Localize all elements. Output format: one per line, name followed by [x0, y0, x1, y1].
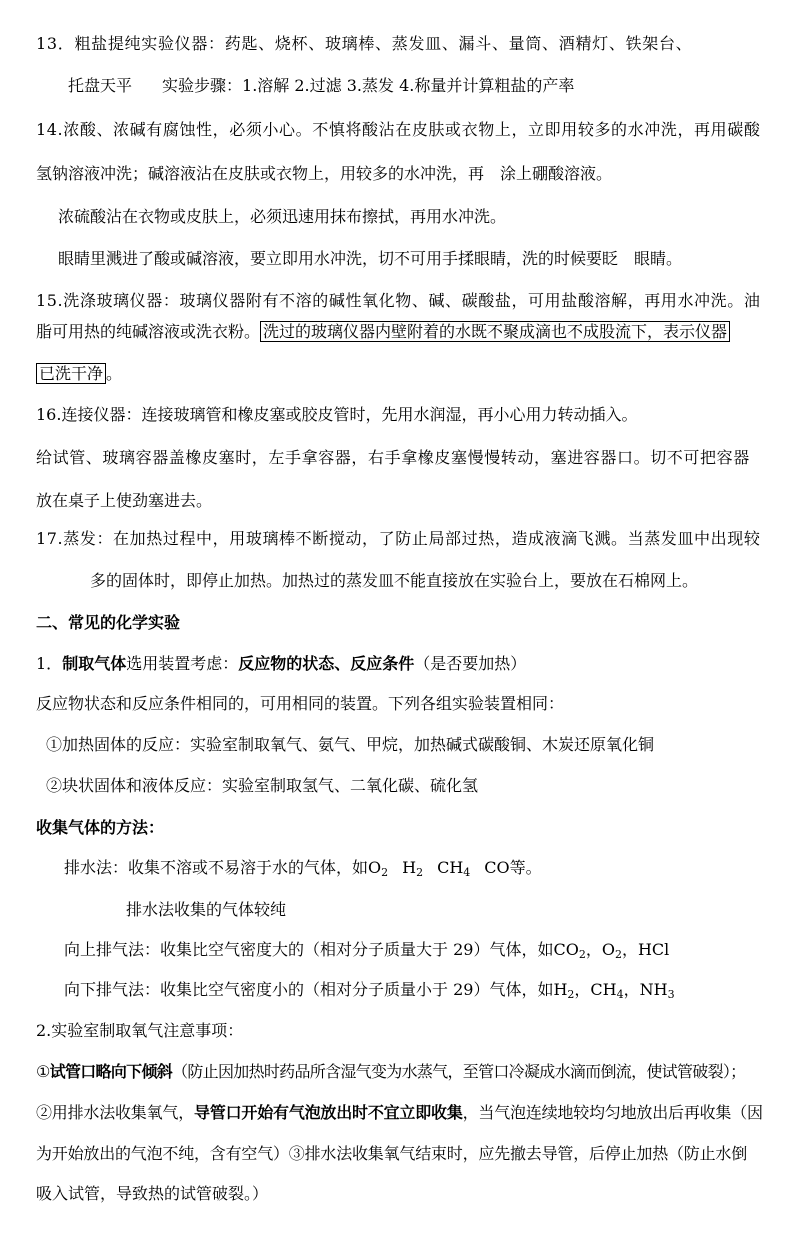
- item16-line2: 给试管、玻璃容器盖橡皮塞时，左手拿容器，右手拿橡皮塞慢慢转动，塞进容器口。切不可把容器: [36, 448, 750, 467]
- formula-o2: O: [368, 858, 382, 877]
- formula-ch4-down: CH: [590, 980, 617, 999]
- oxygen-l2-bold: 导管口开始有气泡放出时不宜立即收集: [194, 1103, 463, 1122]
- item15-period: 。: [106, 364, 123, 383]
- formula-co: CO: [484, 858, 510, 877]
- section2-p1-heat: （是否要加热）: [414, 654, 527, 673]
- formula-h2: H: [402, 858, 417, 877]
- formula-ch4-sub: 4: [463, 866, 471, 879]
- item16-line1: 16.连接仪器：连接玻璃管和橡皮塞或胶皮管时，先用水润湿，再小心用力转动插入。: [36, 405, 638, 424]
- oxygen-line2: [36, 1102, 763, 1124]
- formula-ch4: CH: [437, 858, 464, 877]
- collect-water-prefix: 排水法：收集不溶或不易溶于水的气体，如: [64, 858, 369, 877]
- collect-down-sep2: ，: [623, 980, 640, 999]
- oxygen-line1: [36, 1061, 745, 1083]
- section2-p1-consider: 选用装置考虑：: [126, 654, 239, 673]
- item14-line3: 浓硫酸沾在衣物或皮肤上，必须迅速用抹布擦拭，再用水冲洗。: [58, 207, 507, 226]
- oxygen-l1-bold: 试管口略向下倾斜: [49, 1062, 173, 1081]
- formula-ch4-down-sub: 4: [616, 988, 624, 1001]
- formula-o2-up-sub: 2: [614, 948, 622, 961]
- oxygen-line4: 吸入试管，导致热的试管破裂。）: [36, 1184, 269, 1203]
- section2-p4: ②块状固体和液体反应：实验室制取氢气、二氧化碳、硫化氢: [46, 776, 479, 795]
- item15-grease: 脂可用热的纯碱溶液或洗衣粉。: [36, 322, 261, 341]
- section2-p3: ①加热固体的反应：实验室制取氧气、氨气、甲烷，加热碱式碳酸铜、木炭还原氧化铜: [46, 735, 655, 754]
- formula-co2-sub: 2: [578, 948, 586, 961]
- section2-p1-num: 1．: [36, 654, 63, 673]
- collect-up-prefix: 向上排气法：收集比空气密度大的（相对分子质量大于 29）气体，如: [64, 940, 554, 959]
- item15-line2: [36, 321, 730, 343]
- item17-line1: 17.蒸发：在加热过程中，用玻璃棒不断搅动，了防止局部过热，造成液滴飞溅。当蒸发皿中出现较: [36, 529, 761, 548]
- collect-up-sep1: ，: [585, 940, 602, 959]
- section2-p2: 反应物状态和反应条件相同的，可用相同的装置。下列各组实验装置相同：: [36, 694, 565, 713]
- collect-water-suffix: 等。: [509, 858, 542, 877]
- item15-line1: 15.洗涤玻璃仪器：玻璃仪器附有不溶的碱性氧化物、碱、碳酸盐，可用盐酸溶解，再用水冲洗。油: [36, 291, 761, 310]
- collect-up: [64, 939, 669, 966]
- item13-line2: [68, 75, 574, 97]
- oxygen-l2-start: ②用排水法收集氧气，: [36, 1103, 195, 1122]
- formula-h2-down: H: [553, 980, 568, 999]
- formula-nh3-sub: 3: [667, 988, 675, 1001]
- collect-down: [64, 979, 675, 1006]
- oxygen-l1-rest: （防止因加热时药品所含湿气变为水蒸气，至管口冷凝成水滴而倒流，使试管破裂）；: [172, 1062, 746, 1081]
- collect-water: [64, 857, 542, 884]
- item15-line3: [36, 363, 122, 385]
- section2-heading: 二、常见的化学实验: [36, 613, 181, 632]
- oxygen-heading: 2.实验室制取氧气注意事项：: [36, 1021, 244, 1040]
- formula-o2-up: O: [601, 940, 615, 959]
- formula-hcl: HCl: [637, 940, 670, 959]
- oxygen-l1-num: ①: [36, 1062, 50, 1081]
- formula-nh3: NH: [639, 980, 668, 999]
- oxygen-line3: 为开始放出的气泡不纯，含有空气）③排水法收集氧气结束时，应先撤去导管，后停止加热（防止水倒: [36, 1144, 748, 1163]
- collect-water-note: 排水法收集的气体较纯: [126, 900, 287, 919]
- section2-p1: [36, 653, 526, 675]
- item13-line1: 13．粗盐提纯实验仪器：药匙、烧杯、玻璃棒、蒸发皿、漏斗、量筒、酒精灯、铁架台、: [36, 34, 693, 53]
- section2-p1-gas: 制取气体: [62, 654, 127, 673]
- collect-heading: 收集气体的方法：: [36, 818, 165, 837]
- item16-line3: 放在桌子上使劲塞进去。: [36, 491, 213, 510]
- collect-up-sep2: ，: [621, 940, 638, 959]
- item13-steps: 实验步骤：1.溶解 2.过滤 3.蒸发 4.称量并计算粗盐的产率: [162, 76, 575, 95]
- section2-p1-state: 反应物的状态、反应条件: [238, 654, 415, 673]
- oxygen-l2-rest: ，当气泡连续地较均匀地放出后再收集（因: [462, 1103, 763, 1122]
- item14-line4: 眼睛里溅进了酸或碱溶液，要立即用水冲洗，切不可用手揉眼睛，洗的时候要眨 眼睛。: [58, 249, 683, 268]
- item15-boxed-clean: 已洗干净: [36, 363, 106, 384]
- item13-balance: 托盘天平: [68, 76, 133, 95]
- collect-down-prefix: 向下排气法：收集比空气密度小的（相对分子质量小于 29）气体，如: [64, 980, 554, 999]
- formula-h2-sub: 2: [416, 866, 424, 879]
- formula-o2-sub: 2: [381, 866, 389, 879]
- item14-line1: 14.浓酸、浓碱有腐蚀性，必须小心。不慎将酸沾在皮肤或衣物上，立即用较多的水冲洗，再用碳酸: [36, 120, 761, 139]
- collect-down-sep1: ，: [574, 980, 591, 999]
- item17-line2: 多的固体时，即停止加热。加热过的蒸发皿不能直接放在实验台上，要放在石棉网上。: [90, 571, 699, 590]
- formula-co2: CO: [553, 940, 579, 959]
- formula-h2-down-sub: 2: [567, 988, 575, 1001]
- item15-boxed-text: 洗过的玻璃仪器内壁附着的水既不聚成滴也不成股流下，表示仪器: [260, 321, 730, 342]
- item14-line2: 氢钠溶液冲洗；碱溶液沾在皮肤或衣物上，用较多的水冲洗，再 涂上硼酸溶液。: [36, 164, 613, 183]
